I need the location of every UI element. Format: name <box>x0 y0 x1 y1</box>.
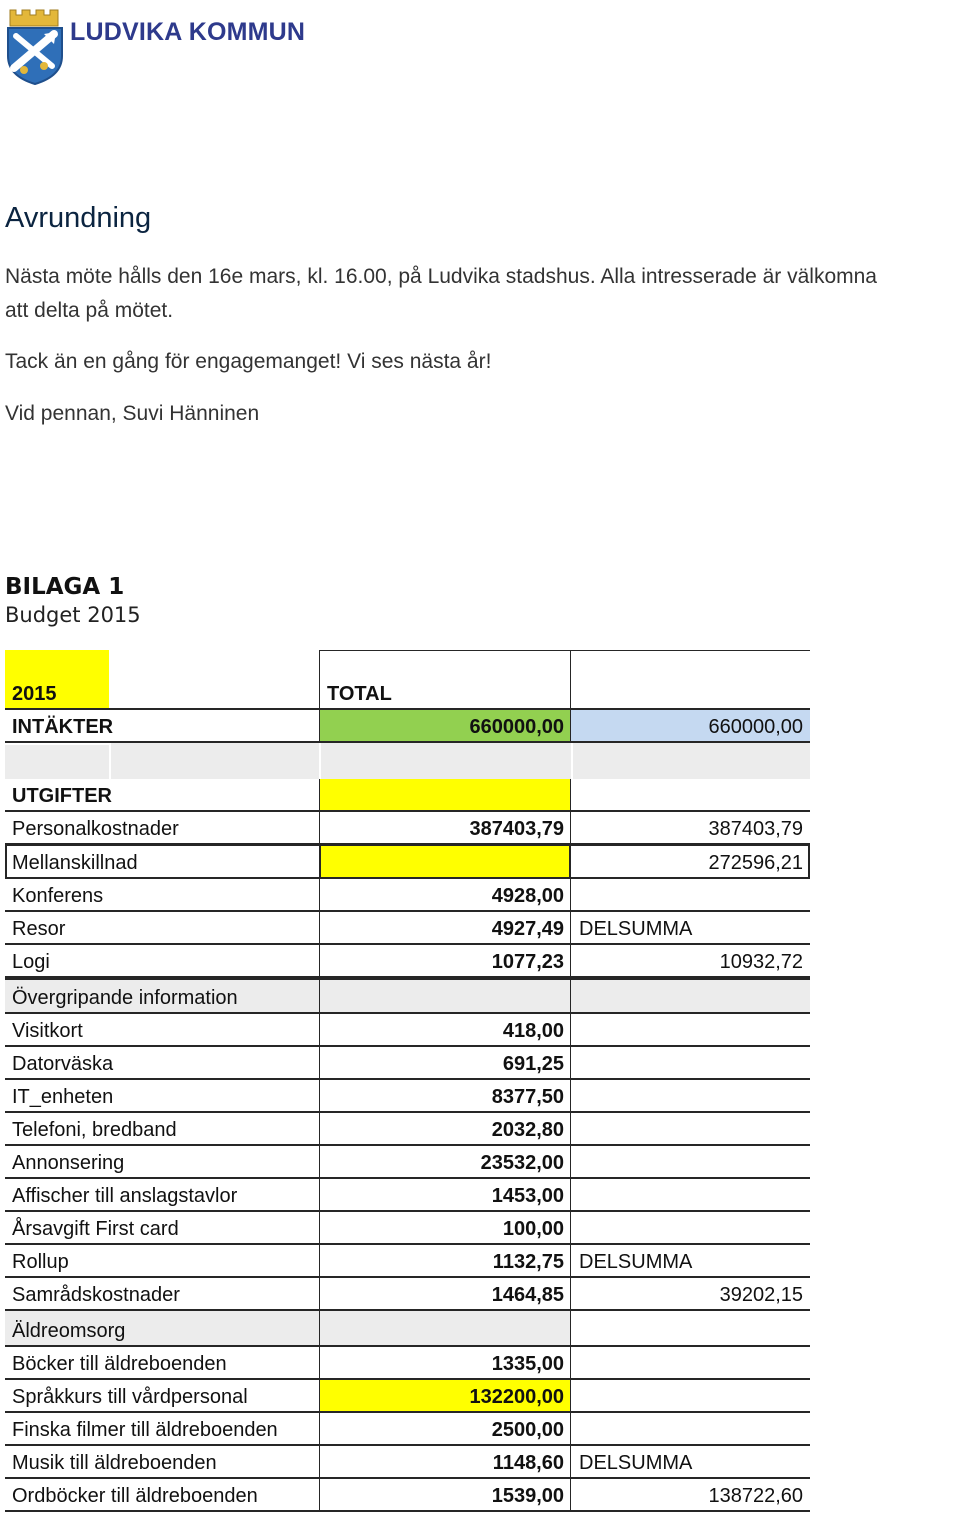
row-value: 1077,23 <box>319 945 571 976</box>
table-row <box>5 1212 810 1245</box>
row-value: 100,00 <box>319 1212 571 1243</box>
row-total-cell <box>571 1446 810 1477</box>
subtotal-value: 10932,72 <box>719 951 803 973</box>
row-label: Datorväska <box>12 1053 114 1075</box>
section-row <box>5 1311 810 1347</box>
table-row <box>5 1446 810 1479</box>
row-total-cell <box>571 1080 810 1111</box>
row-total-cell <box>571 1014 810 1045</box>
section-value-cell <box>319 1311 571 1345</box>
row-value: 4927,49 <box>319 912 571 943</box>
difference-row <box>5 845 810 879</box>
subtotal-label: DELSUMMA <box>579 1251 693 1273</box>
table-row <box>5 1278 810 1311</box>
table-row <box>5 1179 810 1212</box>
row-value: 8377,50 <box>319 1080 571 1111</box>
header-empty-cell <box>571 650 810 708</box>
table-row <box>5 1080 810 1113</box>
table-row <box>5 1380 810 1413</box>
table-row <box>5 1014 810 1047</box>
subtotal-label: DELSUMMA <box>579 1452 693 1474</box>
row-total-cell <box>571 1113 810 1144</box>
row-label: IT_enheten <box>12 1086 114 1108</box>
row-label: Rollup <box>12 1251 69 1273</box>
spacer-cell-c <box>321 743 571 779</box>
subtotal-value: 39202,15 <box>719 1284 803 1306</box>
row-value: 1464,85 <box>319 1278 571 1309</box>
spacer-cell-d <box>573 743 810 779</box>
table-row <box>5 912 810 945</box>
row-total-cell <box>571 912 810 943</box>
difference-value-cell <box>319 846 571 877</box>
coat-of-arms-icon <box>4 4 68 86</box>
table-row <box>5 879 810 912</box>
row-total-cell <box>571 1212 810 1243</box>
subtotal-value: 138722,60 <box>708 1485 803 1507</box>
row-value: 2032,80 <box>319 1113 571 1144</box>
row-value: 2500,00 <box>319 1413 571 1444</box>
row-label: Logi <box>12 951 50 973</box>
spacer-row <box>5 743 810 779</box>
row-value: 1132,75 <box>319 1245 571 1276</box>
row-value: 4928,00 <box>319 879 571 910</box>
row-label: Samrådskostnader <box>12 1284 180 1306</box>
row-total-cell <box>571 1047 810 1078</box>
section-total-cell <box>571 1311 810 1345</box>
section-value-cell <box>319 980 571 1012</box>
header-year: 2015 <box>5 650 109 708</box>
row-total-cell <box>571 1380 810 1411</box>
municipality-logo <box>4 4 304 86</box>
spacer-cell-b <box>111 743 319 779</box>
section-total-cell <box>571 980 810 1012</box>
row-value: 23532,00 <box>319 1146 571 1177</box>
expenses-value-cell <box>319 779 571 810</box>
org-name: LUDVIKA KOMMUN <box>70 18 306 46</box>
row-value: 691,25 <box>319 1047 571 1078</box>
row-value: 1539,00 <box>319 1479 571 1510</box>
personnel-label: Personalkostnader <box>12 818 179 840</box>
row-value: 132200,00 <box>319 1380 571 1411</box>
row-label: Annonsering <box>12 1152 125 1174</box>
row-label: Böcker till äldreboenden <box>12 1353 227 1375</box>
row-total-cell <box>571 1347 810 1378</box>
budget-table <box>5 650 810 1512</box>
row-label: Årsavgift First card <box>12 1218 179 1240</box>
personnel-total: 387403,79 <box>708 818 803 840</box>
difference-label: Mellanskillnad <box>12 852 138 874</box>
subtotal-label: DELSUMMA <box>579 918 693 940</box>
income-total: 660000,00 <box>571 710 810 741</box>
row-label: Konferens <box>12 885 104 907</box>
income-value: 660000,00 <box>319 710 571 741</box>
income-label: INTÄKTER <box>12 716 114 738</box>
row-label: Affischer till anslagstavlor <box>12 1185 238 1207</box>
table-row <box>5 1047 810 1080</box>
personnel-row <box>5 812 810 845</box>
table-row <box>5 1347 810 1380</box>
appendix-title: BILAGA 1 <box>5 574 125 600</box>
expenses-label: UTGIFTER <box>12 785 112 807</box>
row-label: Visitkort <box>12 1020 83 1042</box>
row-label: Finska filmer till äldreboenden <box>12 1419 278 1441</box>
row-label: Musik till äldreboenden <box>12 1452 217 1474</box>
table-row <box>5 1113 810 1146</box>
row-value: 1453,00 <box>319 1179 571 1210</box>
section-heading: Avrundning <box>5 202 152 234</box>
row-label: Telefoni, bredband <box>12 1119 177 1141</box>
difference-total: 272596,21 <box>708 852 803 874</box>
meeting-note-line-1: Nästa möte hålls den 16e mars, kl. 16.00, på Ludvika stadshus. Alla intresserade är välkomna <box>5 265 877 288</box>
table-row <box>5 1413 810 1446</box>
row-total-cell <box>571 1413 810 1444</box>
signature-note: Vid pennan, Suvi Hänninen <box>5 402 260 425</box>
section-label: Äldreomsorg <box>12 1320 126 1342</box>
row-value: 418,00 <box>319 1014 571 1045</box>
row-total-cell <box>571 1245 810 1276</box>
header-total: TOTAL <box>319 650 571 708</box>
table-row <box>5 1479 810 1512</box>
row-label: Ordböcker till äldreboenden <box>12 1485 258 1507</box>
expenses-row <box>5 779 810 812</box>
personnel-value: 387403,79 <box>319 812 571 843</box>
table-row <box>5 945 810 978</box>
expenses-total-cell <box>571 779 810 810</box>
thanks-note: Tack än en gång för engagemanget! Vi ses nästa år! <box>5 350 492 373</box>
appendix-subtitle: Budget 2015 <box>5 603 141 627</box>
row-total-cell <box>571 1179 810 1210</box>
row-value: 1335,00 <box>319 1347 571 1378</box>
table-header-row <box>5 650 810 710</box>
section-label: Övergripande information <box>12 987 238 1009</box>
row-total-cell <box>571 1146 810 1177</box>
row-label: Resor <box>12 918 66 940</box>
row-value: 1148,60 <box>319 1446 571 1477</box>
meeting-note-line-2: att delta på mötet. <box>5 299 174 322</box>
spacer-cell-a <box>5 743 109 779</box>
table-row <box>5 1146 810 1179</box>
section-row <box>5 978 810 1014</box>
row-label: Språkkurs till vårdpersonal <box>12 1386 248 1408</box>
table-row <box>5 1245 810 1278</box>
row-total-cell <box>571 879 810 910</box>
income-row <box>5 710 810 743</box>
